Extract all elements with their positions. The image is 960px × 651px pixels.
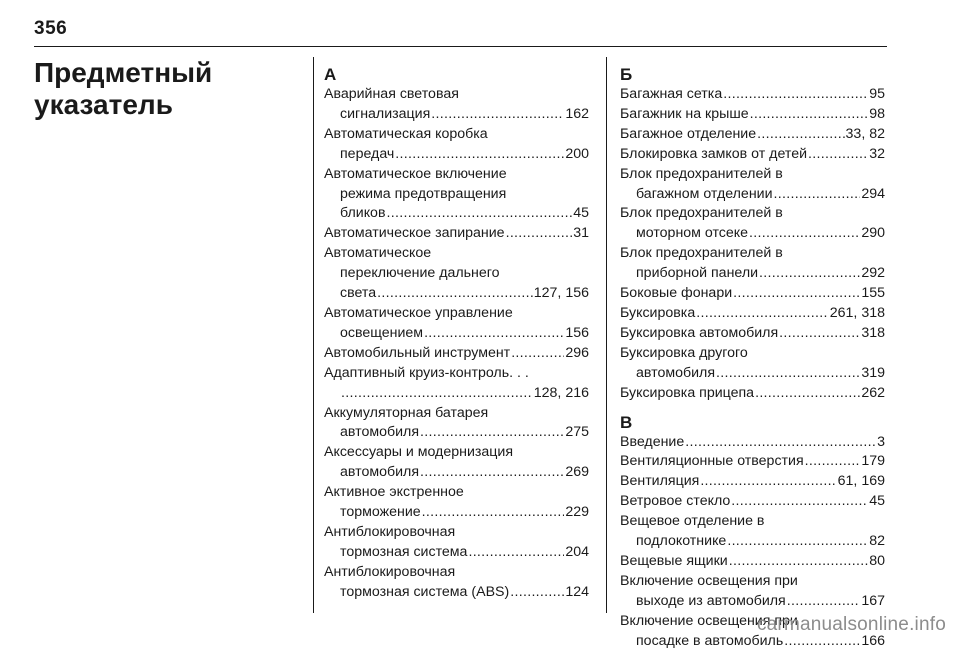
leader-dots: [729, 552, 868, 572]
index-entry[interactable]: [324, 523, 589, 563]
page-reference[interactable]: 261, 318: [829, 304, 885, 321]
page-reference[interactable]: 179: [861, 453, 885, 470]
entry-text: выходе из автомобиля: [636, 592, 786, 609]
page-reference[interactable]: 319: [861, 364, 885, 381]
leader-dots: [395, 145, 564, 165]
leader-dots: [431, 105, 564, 125]
entry-text: Багажник на крыше: [620, 105, 749, 122]
page-reference[interactable]: 45: [573, 205, 589, 222]
page-reference[interactable]: 95: [869, 86, 885, 102]
leader-dots: [510, 583, 564, 603]
column-divider: [606, 57, 607, 613]
entry-last-line: [620, 185, 885, 205]
entry-text: передач: [340, 145, 395, 162]
index-entry[interactable]: [324, 244, 589, 304]
leader-dots: [420, 423, 564, 443]
page-title-line: Предметный: [34, 57, 213, 88]
index-entry[interactable]: [324, 165, 589, 225]
index-entry[interactable]: [620, 145, 885, 165]
entry-last-line: [324, 344, 589, 364]
entry-text: Вентиляция: [620, 473, 700, 490]
entry-last-line: [324, 204, 589, 224]
index-entry[interactable]: [620, 492, 885, 512]
leader-dots: [731, 492, 868, 512]
index-column-b: [620, 65, 885, 651]
entry-text-line: Блок предохранителей в: [620, 245, 783, 262]
entry-text-line: Антиблокировочная: [324, 563, 456, 580]
entry-text: приборной панели: [636, 265, 759, 282]
page-title: [34, 57, 304, 121]
index-entry[interactable]: [324, 404, 589, 444]
entry-text-line: Блок предохранителей в: [620, 205, 783, 222]
leader-dots: [424, 324, 564, 344]
page-reference[interactable]: 124: [565, 583, 589, 600]
page-reference[interactable]: 61, 169: [837, 473, 885, 490]
index-entry[interactable]: [620, 125, 885, 145]
entry-last-line: [620, 384, 885, 404]
index-entry[interactable]: [324, 483, 589, 523]
entry-last-line: [620, 85, 885, 105]
leader-dots: [805, 452, 861, 472]
entry-last-line: [620, 304, 885, 324]
entry-text-line: Автоматическое включение: [324, 165, 507, 182]
entry-text-line: Автоматическое: [324, 245, 432, 262]
entry-last-line: [324, 324, 589, 344]
entry-last-line: [620, 364, 885, 384]
entry-text-line: переключение дальнего: [340, 265, 500, 282]
entry-last-line: [620, 552, 885, 572]
index-entry[interactable]: [324, 443, 589, 483]
entry-text: Вентиляционные отверстия: [620, 453, 804, 470]
page-reference[interactable]: 204: [565, 543, 589, 560]
index-entry[interactable]: [324, 344, 589, 364]
entry-text: Буксировка: [620, 304, 696, 321]
index-entry[interactable]: [324, 224, 589, 244]
entry-text: багажном отделении: [636, 185, 773, 202]
index-entry[interactable]: [620, 304, 885, 324]
leader-dots: [696, 304, 829, 324]
entry-text-line: Блок предохранителей в: [620, 165, 783, 182]
entry-text: тормозная система (ABS): [340, 583, 510, 600]
entry-text-line: Автоматическое управление: [324, 304, 513, 321]
entry-text-line: Активное экстренное: [324, 484, 464, 501]
index-entry[interactable]: [620, 244, 885, 284]
page-reference[interactable]: 166: [861, 632, 885, 649]
page-reference[interactable]: 296: [565, 344, 589, 361]
leader-dots: [700, 472, 836, 492]
index-entry[interactable]: [324, 563, 589, 603]
page-reference[interactable]: 82: [869, 533, 885, 550]
entry-text-line: Аккумуляторная батарея: [324, 404, 489, 421]
entry-text: автомобиля: [636, 364, 716, 381]
entry-text: Буксировка автомобиля: [620, 324, 779, 341]
page-reference[interactable]: 156: [565, 324, 589, 341]
entry-text: Ветровое стекло: [620, 493, 731, 510]
index-letter-heading: Б: [620, 65, 633, 84]
index-entry[interactable]: [620, 433, 885, 453]
entry-text: Автоматическое запирание: [324, 225, 505, 242]
index-letter-heading: А: [324, 65, 337, 84]
leader-dots: [733, 284, 860, 304]
entry-last-line: [620, 433, 885, 453]
leader-dots: [387, 204, 573, 224]
page-reference[interactable]: 98: [869, 105, 885, 122]
page-reference[interactable]: 200: [565, 145, 589, 162]
index-entry[interactable]: [620, 105, 885, 125]
entry-text: освещением: [340, 324, 424, 341]
page-reference[interactable]: 318: [861, 324, 885, 341]
leader-dots: [506, 224, 573, 244]
page-reference[interactable]: 33, 82: [845, 125, 885, 142]
leader-dots: [755, 384, 860, 404]
entry-text: Введение: [620, 433, 685, 450]
entry-text: подлокотнике: [636, 533, 727, 550]
entry-last-line: [620, 592, 885, 612]
entry-last-line: [324, 463, 589, 483]
entry-text-line: Буксировка другого: [620, 344, 748, 361]
index-entry[interactable]: [620, 384, 885, 404]
leader-dots: [779, 324, 860, 344]
index-entry[interactable]: [620, 472, 885, 492]
index-entry[interactable]: [620, 165, 885, 205]
entry-text-line: Аварийная световая: [324, 86, 459, 102]
entry-text-line: Адаптивный круиз-контроль. . .: [324, 364, 529, 381]
leader-dots: [774, 185, 861, 205]
entry-text-line: Вещевое отделение в: [620, 513, 765, 530]
index-entry[interactable]: [620, 452, 885, 472]
entry-text: Блокировка замков от детей: [620, 145, 808, 162]
entry-last-line: [620, 324, 885, 344]
index-entry[interactable]: [324, 85, 589, 125]
page-reference[interactable]: 229: [565, 504, 589, 521]
entry-last-line: [324, 284, 589, 304]
page-reference[interactable]: 262: [861, 384, 885, 401]
leader-dots: [468, 543, 564, 563]
entry-text: Багажное отделение: [620, 125, 757, 142]
entry-last-line: [620, 224, 885, 244]
column-divider: [313, 57, 314, 613]
entry-last-line: [620, 472, 885, 492]
page-reference[interactable]: 3: [877, 433, 885, 450]
entry-text: бликов: [340, 205, 386, 222]
entry-text-line: Аксессуары и модернизация: [324, 444, 514, 461]
index-column-a: [324, 65, 589, 603]
entry-text: посадке в автомобиль: [636, 632, 784, 649]
page-reference[interactable]: 294: [861, 185, 885, 202]
leader-dots: [750, 105, 869, 125]
entry-last-line: [620, 125, 885, 145]
page-reference[interactable]: 290: [861, 225, 885, 242]
entry-text-line: режима предотвращения: [340, 185, 507, 202]
leader-dots: [808, 145, 868, 165]
leader-dots: [787, 592, 861, 612]
entry-text: света: [340, 285, 377, 302]
entry-last-line: [324, 423, 589, 443]
entry-last-line: [620, 284, 885, 304]
page-reference[interactable]: 45: [869, 493, 885, 510]
entry-last-line: [620, 492, 885, 512]
entry-text: Багажная сетка: [620, 86, 723, 102]
page-title-line: указатель: [34, 89, 173, 120]
page-reference[interactable]: 155: [861, 285, 885, 302]
index-entry[interactable]: [620, 512, 885, 552]
page-reference[interactable]: 292: [861, 265, 885, 282]
leader-dots: [511, 344, 564, 364]
entry-text: торможение: [340, 504, 421, 521]
leader-dots: [759, 264, 860, 284]
header-rule: [34, 46, 887, 47]
entry-last-line: [324, 583, 589, 603]
index-entry[interactable]: [620, 204, 885, 244]
page-reference[interactable]: 275: [565, 424, 589, 441]
entry-last-line: [324, 384, 589, 404]
entry-text-line: Автоматическая коробка: [324, 125, 488, 142]
entry-last-line: [324, 503, 589, 523]
entry-text: Буксировка прицепа: [620, 384, 755, 401]
page-reference[interactable]: 128, 216: [533, 384, 589, 401]
page-reference[interactable]: 269: [565, 464, 589, 481]
entry-text: Вещевые ящики: [620, 552, 728, 569]
leader-dots: [749, 224, 860, 244]
page-number: 356: [34, 18, 68, 39]
index-letter-heading: В: [620, 412, 633, 432]
entry-last-line: [324, 543, 589, 563]
entry-text: моторном отсеке: [636, 225, 749, 242]
index-entry[interactable]: [324, 125, 589, 165]
leader-dots: [723, 85, 868, 105]
entry-text-line: Включение освещения при: [620, 612, 798, 629]
index-entry[interactable]: [620, 572, 885, 612]
entry-last-line: [620, 264, 885, 284]
leader-dots: [422, 503, 565, 523]
index-entry[interactable]: [620, 344, 885, 384]
entry-last-line: [324, 105, 589, 125]
index-entry[interactable]: [324, 304, 589, 344]
entry-last-line: [324, 145, 589, 165]
watermark: carmanualsonline.info: [756, 614, 946, 635]
index-entry[interactable]: [324, 364, 589, 404]
leader-dots: [377, 284, 533, 304]
leader-dots: [727, 532, 868, 552]
entry-text: Автомобильный инструмент: [324, 344, 511, 361]
leader-dots: [757, 125, 844, 145]
leader-dots: [341, 384, 533, 404]
index-entry[interactable]: [620, 324, 885, 344]
index-entry[interactable]: [620, 552, 885, 572]
index-entry[interactable]: [620, 284, 885, 304]
entry-text-line: Антиблокировочная: [324, 523, 456, 540]
entry-last-line: [620, 532, 885, 552]
entry-text: Боковые фонари: [620, 285, 733, 302]
entry-text: сигнализация: [340, 105, 431, 122]
entry-last-line: [620, 145, 885, 165]
entry-text: тормозная система: [340, 543, 468, 560]
page-reference[interactable]: 80: [869, 552, 885, 569]
page-reference[interactable]: 162: [565, 105, 589, 122]
entry-text-line: Включение освещения при: [620, 572, 798, 589]
entry-last-line: [620, 452, 885, 472]
entry-text: автомобиля: [340, 424, 420, 441]
leader-dots: [716, 364, 860, 384]
leader-dots: [420, 463, 564, 483]
entry-last-line: [324, 224, 589, 244]
entry-text: автомобиля: [340, 464, 420, 481]
page-reference[interactable]: 127, 156: [533, 285, 589, 302]
page-reference[interactable]: 32: [869, 145, 885, 162]
leader-dots: [685, 433, 876, 453]
page-reference[interactable]: 31: [573, 225, 589, 242]
index-entry[interactable]: [620, 85, 885, 105]
entry-last-line: [620, 105, 885, 125]
page-reference[interactable]: 167: [861, 592, 885, 609]
